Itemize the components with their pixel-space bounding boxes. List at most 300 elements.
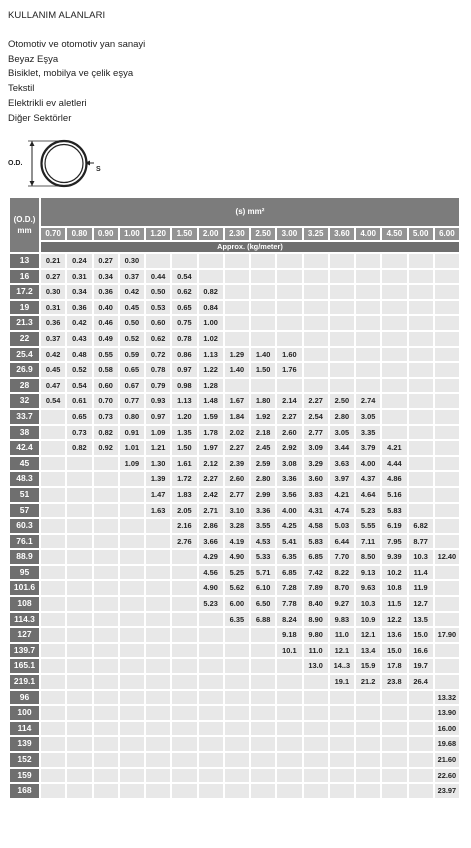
weight-cell: 12.2 [382,613,406,627]
weight-cell: 0.24 [67,254,91,268]
od-cell: 38 [10,426,39,440]
thickness-row [10,228,459,240]
empty-cell [199,644,223,658]
od-cell: 88.9 [10,550,39,564]
table-row [10,457,459,471]
weight-cell: 4.56 [199,566,223,580]
empty-cell [225,628,249,642]
empty-cell [277,737,301,751]
weight-cell: 2.14 [277,394,301,408]
od-cell: 32 [10,394,39,408]
empty-cell [251,737,275,751]
empty-cell [409,301,433,315]
empty-cell [277,722,301,736]
weight-cell: 3.36 [277,472,301,486]
od-cell: 22 [10,332,39,346]
empty-cell [304,363,328,377]
empty-cell [225,270,249,284]
empty-cell [172,691,196,705]
weight-cell: 0.73 [94,410,118,424]
empty-cell [277,270,301,284]
weight-cell: 1.60 [277,348,301,362]
weight-cell: 2.74 [356,394,380,408]
empty-cell [435,488,459,502]
empty-cell [409,441,433,455]
empty-cell [409,472,433,486]
empty-cell [409,316,433,330]
empty-cell [94,613,118,627]
weight-cell: 10.3 [409,550,433,564]
empty-cell [199,737,223,751]
table-row [10,644,459,658]
empty-cell [382,426,406,440]
weight-cell: 2.80 [330,410,354,424]
table-row [10,769,459,783]
weight-cell: 6.85 [277,566,301,580]
usage-area-item: Beyaz Eşya [8,53,59,65]
od-cell: 95 [10,566,39,580]
empty-cell [120,722,144,736]
weight-cell: 0.46 [94,316,118,330]
weight-cell: 0.43 [67,332,91,346]
empty-cell [277,254,301,268]
weight-cell: 9.27 [330,597,354,611]
empty-cell [435,394,459,408]
weight-cell: 13.5 [409,613,433,627]
empty-cell [435,410,459,424]
empty-cell [356,316,380,330]
thickness-header-cell: 3.60 [330,228,354,240]
empty-cell [67,488,91,502]
weight-cell: 8.24 [277,613,301,627]
empty-cell [382,363,406,377]
weight-cell: 0.45 [41,363,65,377]
empty-cell [120,706,144,720]
empty-cell [120,613,144,627]
empty-cell [172,566,196,580]
weight-cell: 10.2 [382,566,406,580]
empty-cell [120,628,144,642]
weight-cell: 2.27 [199,472,223,486]
empty-cell [94,504,118,518]
table-row [10,379,459,393]
weight-cell: 0.70 [94,394,118,408]
empty-cell [67,566,91,580]
weight-cell: 0.72 [146,348,170,362]
table-row [10,737,459,751]
empty-cell [94,675,118,689]
empty-cell [330,784,354,798]
empty-cell [409,722,433,736]
weight-cell: 1.61 [172,457,196,471]
weight-cell: 5.23 [199,597,223,611]
tube-weight-table [8,196,461,800]
empty-cell [67,472,91,486]
empty-cell [94,457,118,471]
empty-cell [41,659,65,673]
weight-cell: 7.42 [304,566,328,580]
empty-cell [435,301,459,315]
od-cell: 13 [10,254,39,268]
weight-cell: 3.28 [225,519,249,533]
weight-cell: 1.76 [277,363,301,377]
weight-cell: 3.10 [225,504,249,518]
empty-cell [304,722,328,736]
thickness-header-cell: 3.25 [304,228,328,240]
od-label: O.D. [8,160,23,167]
weight-cell: 1.84 [225,410,249,424]
empty-cell [67,457,91,471]
empty-cell [304,332,328,346]
thickness-header-cell: 1.20 [146,228,170,240]
weight-cell: 0.30 [41,285,65,299]
thickness-header-cell: 2.50 [251,228,275,240]
empty-cell [409,363,433,377]
weight-cell: 6.44 [330,535,354,549]
empty-cell [356,379,380,393]
empty-cell [382,706,406,720]
empty-cell [120,581,144,595]
empty-cell [356,301,380,315]
empty-cell [435,332,459,346]
weight-cell: 0.54 [67,379,91,393]
weight-cell: 2.60 [277,426,301,440]
empty-cell [225,644,249,658]
empty-cell [277,285,301,299]
weight-cell: 3.66 [199,535,223,549]
weight-cell: 5.23 [356,504,380,518]
weight-cell: 4.58 [304,519,328,533]
empty-cell [251,706,275,720]
empty-cell [41,675,65,689]
weight-cell: 5.25 [225,566,249,580]
empty-cell [120,753,144,767]
empty-cell [225,784,249,798]
empty-cell [146,737,170,751]
empty-cell [172,254,196,268]
table-row [10,410,459,424]
empty-cell [94,722,118,736]
empty-cell [94,550,118,564]
empty-cell [356,254,380,268]
empty-cell [41,441,65,455]
weight-cell: 3.55 [251,519,275,533]
od-cell: 57 [10,504,39,518]
weight-cell: 1.13 [199,348,223,362]
table-row [10,504,459,518]
table-row [10,722,459,736]
empty-cell [67,769,91,783]
empty-cell [172,753,196,767]
empty-cell [277,316,301,330]
od-cell: 168 [10,784,39,798]
table-row [10,550,459,564]
table-row [10,659,459,673]
weight-cell: 9.63 [356,581,380,595]
empty-cell [435,581,459,595]
empty-cell [146,581,170,595]
empty-cell [146,784,170,798]
empty-cell [330,769,354,783]
thickness-header-cell: 2.30 [225,228,249,240]
weight-cell: 1.72 [172,472,196,486]
empty-cell [199,628,223,642]
weight-cell: 0.82 [94,426,118,440]
empty-cell [251,270,275,284]
empty-cell [146,613,170,627]
weight-cell: 0.50 [120,316,144,330]
od-cell: 48.3 [10,472,39,486]
empty-cell [330,722,354,736]
empty-cell [251,301,275,315]
empty-cell [330,348,354,362]
empty-cell [356,285,380,299]
thickness-header: (s) mm² [41,198,459,226]
weight-cell: 0.82 [199,285,223,299]
weight-cell: 6.88 [251,613,275,627]
empty-cell [199,706,223,720]
s-label: S [96,166,101,173]
table-row [10,581,459,595]
od-cell: 19 [10,301,39,315]
empty-cell [199,769,223,783]
weight-cell: 0.36 [94,285,118,299]
weight-cell: 0.73 [67,426,91,440]
weight-cell: 8.22 [330,566,354,580]
empty-cell [199,722,223,736]
weight-cell: 2.18 [251,426,275,440]
empty-cell [330,285,354,299]
table-row [10,270,459,284]
empty-cell [435,316,459,330]
empty-cell [409,457,433,471]
weight-cell: 2.92 [277,441,301,455]
weight-cell: 9.13 [356,566,380,580]
empty-cell [251,753,275,767]
weight-cell: 1.40 [251,348,275,362]
weight-table-body [10,254,459,798]
thickness-header-cell: 2.00 [199,228,223,240]
weight-cell: 11.5 [382,597,406,611]
weight-cell: 7.70 [330,550,354,564]
table-row [10,472,459,486]
table-row [10,675,459,689]
weight-cell: 0.27 [41,270,65,284]
empty-cell [409,285,433,299]
empty-cell [435,363,459,377]
od-cell: 159 [10,769,39,783]
empty-cell [356,706,380,720]
weight-cell: 17.90 [435,628,459,642]
empty-cell [67,659,91,673]
empty-cell [172,659,196,673]
weight-cell: 0.27 [94,254,118,268]
od-cell: 100 [10,706,39,720]
tube-inner-circle [45,145,83,183]
tube-cross-section-diagram [6,134,116,194]
weight-cell: 10.1 [277,644,301,658]
empty-cell [330,301,354,315]
od-cell: 139.7 [10,644,39,658]
weight-cell: 4.21 [330,488,354,502]
weight-cell: 8.40 [304,597,328,611]
empty-cell [225,706,249,720]
table-row [10,441,459,455]
weight-cell: 0.37 [120,270,144,284]
empty-cell [382,332,406,346]
empty-cell [435,348,459,362]
empty-cell [41,581,65,595]
empty-cell [67,691,91,705]
weight-cell: 12.40 [435,550,459,564]
weight-cell: 5.16 [382,488,406,502]
empty-cell [304,784,328,798]
empty-cell [67,706,91,720]
empty-cell [94,644,118,658]
empty-cell [225,753,249,767]
table-row [10,316,459,330]
weight-cell: 0.31 [67,270,91,284]
empty-cell [251,628,275,642]
empty-cell [251,285,275,299]
weight-cell: 12.7 [409,597,433,611]
weight-cell: 3.36 [251,504,275,518]
weight-cell: 0.59 [120,348,144,362]
weight-cell: 7.78 [277,597,301,611]
empty-cell [41,644,65,658]
empty-cell [94,706,118,720]
od-cell: 96 [10,691,39,705]
weight-cell: 11.4 [409,566,433,580]
table-row [10,597,459,611]
weight-cell: 7.28 [277,581,301,595]
empty-cell [67,628,91,642]
empty-cell [304,254,328,268]
empty-cell [409,332,433,346]
weight-cell: 12.1 [330,644,354,658]
empty-cell [67,550,91,564]
weight-cell: 11.0 [330,628,354,642]
weight-cell: 2.59 [251,457,275,471]
weight-table-container [8,196,461,800]
empty-cell [41,410,65,424]
weight-cell: 1.28 [199,379,223,393]
empty-cell [146,769,170,783]
empty-cell [94,488,118,502]
empty-cell [172,769,196,783]
empty-cell [251,675,275,689]
empty-cell [41,769,65,783]
empty-cell [120,769,144,783]
empty-cell [41,426,65,440]
table-row [10,613,459,627]
thickness-header-cell: 1.50 [172,228,196,240]
table-row [10,535,459,549]
weight-cell: 21.2 [356,675,380,689]
weight-cell: 0.36 [41,316,65,330]
empty-cell [225,691,249,705]
weight-cell: 0.91 [120,426,144,440]
empty-cell [435,535,459,549]
empty-cell [94,597,118,611]
weight-cell: 2.50 [330,394,354,408]
weight-cell: 8.77 [409,535,433,549]
weight-cell: 3.29 [304,457,328,471]
weight-cell: 5.62 [225,581,249,595]
empty-cell [120,691,144,705]
weight-cell: 1.39 [146,472,170,486]
empty-cell [94,753,118,767]
weight-cell: 3.56 [277,488,301,502]
weight-cell: 1.30 [146,457,170,471]
empty-cell [146,644,170,658]
weight-cell: 5.33 [251,550,275,564]
weight-cell: 8.70 [330,581,354,595]
empty-cell [146,691,170,705]
weight-cell: 1.35 [172,426,196,440]
empty-cell [435,504,459,518]
table-row [10,519,459,533]
empty-cell [251,691,275,705]
weight-cell: 5.03 [330,519,354,533]
table-row [10,394,459,408]
empty-cell [277,301,301,315]
empty-cell [330,737,354,751]
weight-cell: 0.53 [146,301,170,315]
weight-cell: 1.92 [251,410,275,424]
thickness-header-cell: 3.00 [277,228,301,240]
weight-cell: 0.67 [120,379,144,393]
empty-cell [225,722,249,736]
empty-cell [67,644,91,658]
weight-cell: 1.01 [120,441,144,455]
weight-cell: 0.30 [120,254,144,268]
usage-area-item: Diğer Sektörler [8,112,72,124]
weight-cell: 2.42 [199,488,223,502]
usage-areas-title: KULLANIM ALANLARI [8,10,106,21]
weight-cell: 0.82 [67,441,91,455]
empty-cell [435,566,459,580]
weight-cell: 1.50 [251,363,275,377]
empty-cell [225,316,249,330]
empty-cell [120,644,144,658]
empty-cell [435,644,459,658]
od-cell: 60.3 [10,519,39,533]
empty-cell [67,784,91,798]
empty-cell [304,769,328,783]
weight-cell: 15.0 [382,644,406,658]
empty-cell [251,332,275,346]
weight-cell: 4.53 [251,535,275,549]
weight-cell: 13.90 [435,706,459,720]
empty-cell [172,628,196,642]
empty-cell [304,706,328,720]
empty-cell [146,519,170,533]
empty-cell [172,644,196,658]
weight-cell: 11.9 [409,581,433,595]
od-cell: 42.4 [10,441,39,455]
weight-cell: 1.21 [146,441,170,455]
empty-cell [356,722,380,736]
empty-cell [94,628,118,642]
empty-cell [409,254,433,268]
weight-cell: 0.37 [41,332,65,346]
weight-cell: 3.44 [330,441,354,455]
od-arrow-bottom [30,181,35,186]
weight-cell: 1.09 [146,426,170,440]
weight-cell: 4.00 [356,457,380,471]
empty-cell [94,659,118,673]
